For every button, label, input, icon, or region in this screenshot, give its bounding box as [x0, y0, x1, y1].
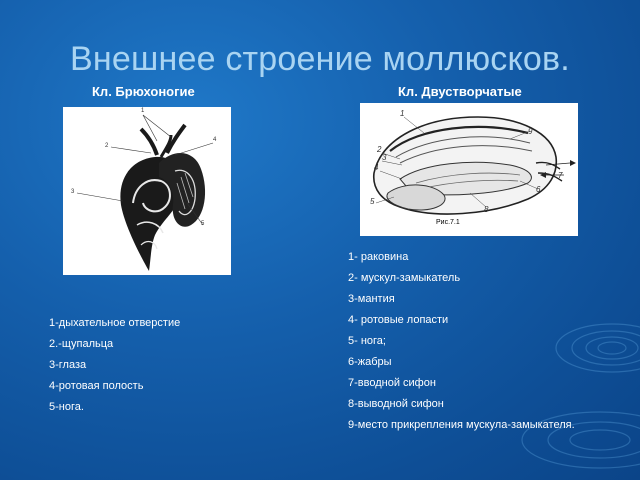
gastropod-legend — [49, 313, 249, 418]
figure-label-6: 6 — [536, 185, 541, 194]
legend-item: 2.-щупальца — [49, 338, 114, 350]
legend-item: 9-место прикрепления мускула-замыкателя. — [348, 418, 575, 431]
legend-item: 1-дыхательное отверстие — [49, 317, 181, 329]
legend-item: 4- ротовые лопасти — [348, 313, 449, 326]
figure-label-7: 7 — [558, 171, 563, 180]
legend-item: 1- раковина — [348, 250, 409, 263]
legend-item: 2- мускул-замыкатель — [348, 271, 461, 284]
figure-label-4: 4 — [213, 137, 217, 143]
figure-label-2: 2 — [105, 143, 109, 149]
figure-caption: Рис.7.1 — [436, 219, 460, 226]
figure-label-5: 5 — [370, 197, 375, 206]
legend-item: 5- нога; — [348, 334, 386, 347]
legend-item: 5-нога. — [49, 401, 84, 413]
legend-item: 6-жабры — [348, 355, 392, 368]
snail-illustration — [63, 107, 231, 275]
gastropod-class-heading: Кл. Брюхоногие — [92, 84, 195, 99]
legend-item: 8-выводной сифон — [348, 397, 444, 410]
bivalve-class-heading: Кл. Двустворчатые — [398, 84, 522, 99]
figure-label-9: 9 — [528, 127, 533, 136]
slide-title: Внешнее строение моллюсков. — [70, 40, 570, 78]
bivalve-figure — [360, 103, 578, 236]
figure-label-4: 4 — [374, 163, 379, 172]
legend-item: 3-мантия — [348, 292, 395, 305]
legend-item: 4-ротовая полость — [49, 380, 144, 392]
legend-item: 3-глаза — [49, 359, 87, 371]
figure-label-1: 1 — [141, 108, 145, 114]
figure-label-1: 1 — [400, 109, 405, 118]
legend-item: 7-вводной сифон — [348, 376, 436, 389]
figure-label-3: 3 — [71, 189, 75, 195]
figure-label-8: 8 — [484, 205, 489, 214]
bivalve-legend — [348, 246, 578, 435]
figure-label-5: 5 — [201, 221, 205, 227]
gastropod-figure — [63, 107, 231, 275]
bivalve-illustration — [360, 103, 578, 236]
figure-label-3: 3 — [382, 153, 387, 162]
figure-label-2: 2 — [377, 145, 382, 154]
